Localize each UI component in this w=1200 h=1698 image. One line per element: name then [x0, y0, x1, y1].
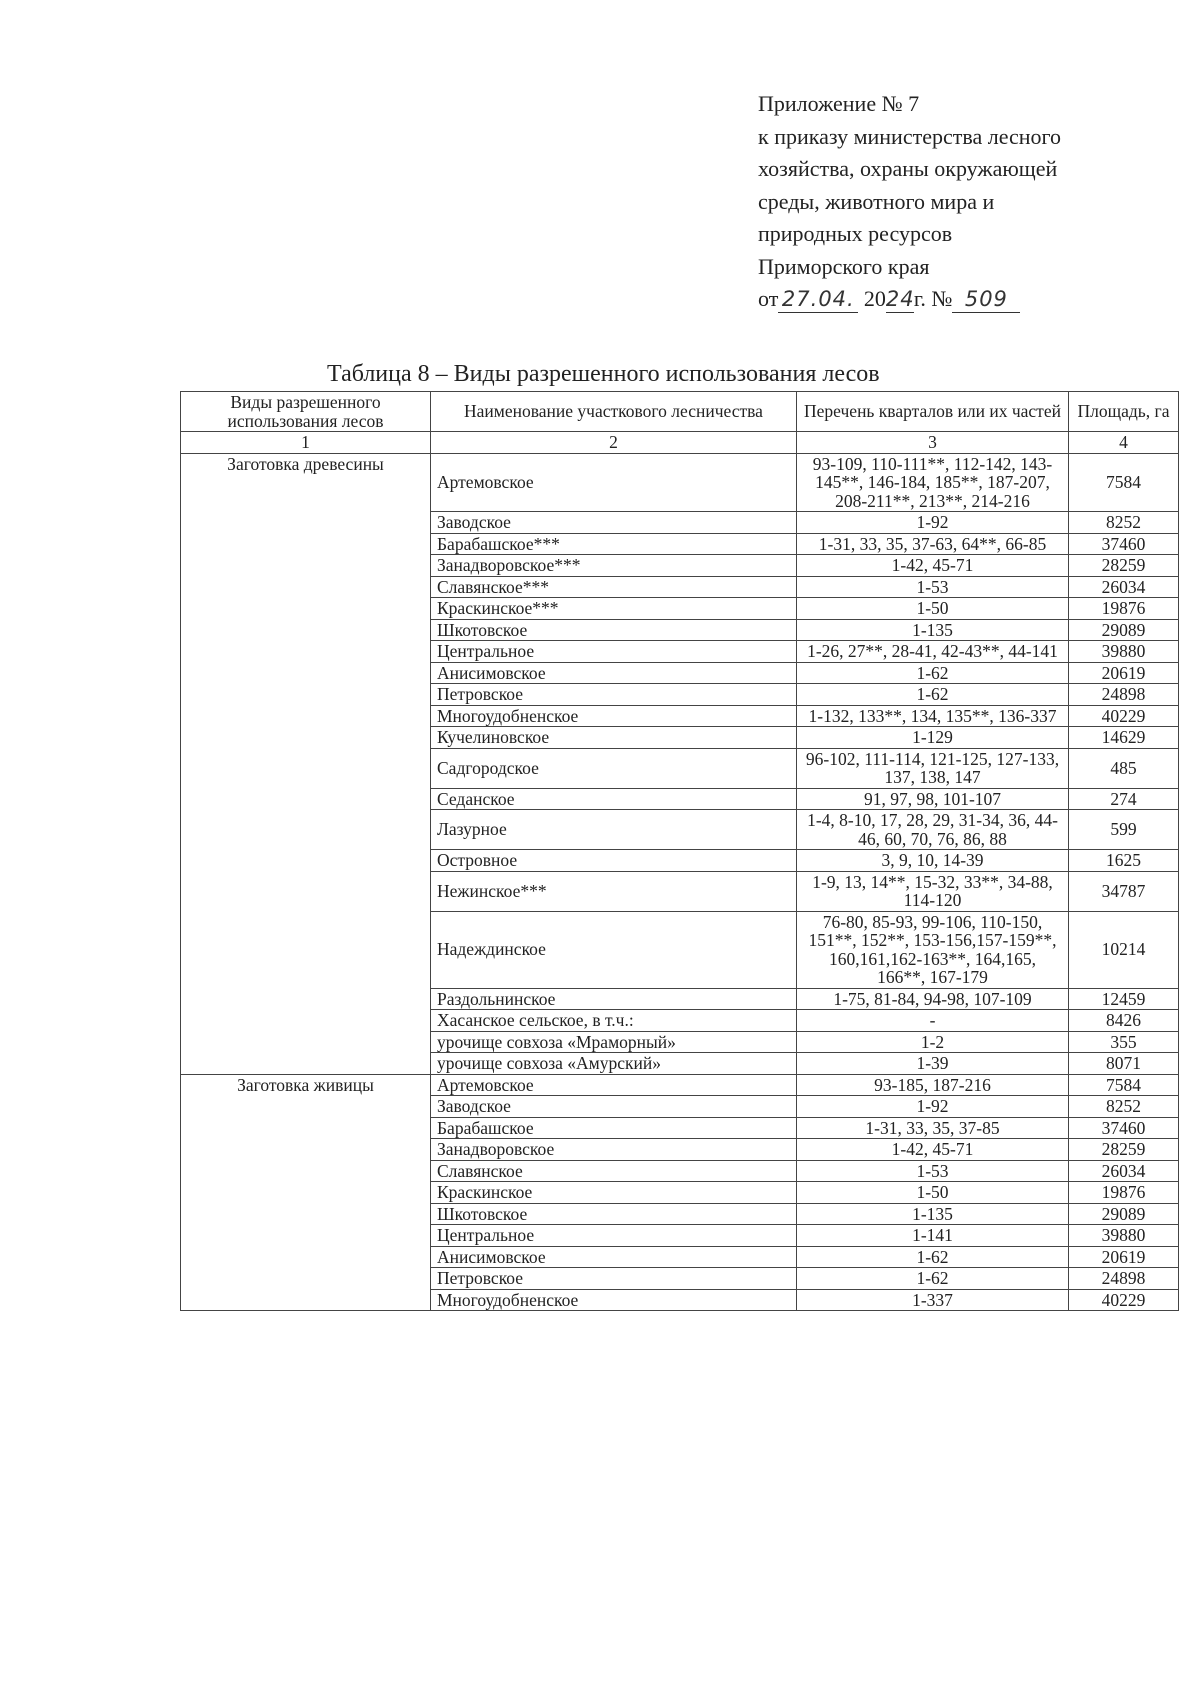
forestry-cell: Барабашское	[431, 1117, 797, 1139]
forestry-cell: Занадворовское***	[431, 555, 797, 577]
column-header: Наименование участкового лесничества	[431, 392, 797, 432]
forestry-cell: Кучелиновское	[431, 727, 797, 749]
quarters-cell: 1-4, 8-10, 17, 28, 29, 31-34, 36, 44-46, 60, 70, 76, 86, 88	[797, 810, 1069, 850]
quarters-cell: 93-109, 110-111**, 112-142, 143-145**, 146-184, 185**, 187-207, 208-211**, 213**, 214-216	[797, 453, 1069, 512]
forestry-cell: Артемовское	[431, 453, 797, 512]
area-cell: 29089	[1069, 1203, 1179, 1225]
table-body	[181, 453, 1179, 1311]
area-cell: 37460	[1069, 1117, 1179, 1139]
quarters-cell: 1-39	[797, 1053, 1069, 1075]
forestry-cell: Раздольнинское	[431, 988, 797, 1010]
quarters-cell: 1-62	[797, 1268, 1069, 1290]
area-cell: 12459	[1069, 988, 1179, 1010]
quarters-cell: 1-92	[797, 512, 1069, 534]
quarters-cell: 3, 9, 10, 14-39	[797, 850, 1069, 872]
column-number: 4	[1069, 432, 1179, 454]
header-line: к приказу министерства лесного	[758, 123, 1062, 149]
appendix-header	[758, 88, 1178, 316]
area-cell: 485	[1069, 748, 1179, 788]
quarters-cell: 1-337	[797, 1289, 1069, 1311]
area-cell: 28259	[1069, 555, 1179, 577]
table-header-row	[181, 392, 1179, 432]
forestry-cell: Садгородское	[431, 748, 797, 788]
column-number: 1	[181, 432, 431, 454]
quarters-cell: 1-92	[797, 1096, 1069, 1118]
quarters-cell: -	[797, 1010, 1069, 1032]
area-cell: 39880	[1069, 641, 1179, 663]
forestry-cell: Славянское***	[431, 576, 797, 598]
handwritten-order-number: 509	[964, 287, 1008, 311]
forestry-cell: Краскинское	[431, 1182, 797, 1204]
header-line: среды, животного мира и	[758, 188, 995, 214]
forestry-cell: Славянское	[431, 1160, 797, 1182]
forestry-cell: Центральное	[431, 1225, 797, 1247]
forestry-cell: Шкотовское	[431, 1203, 797, 1225]
area-cell: 14629	[1069, 727, 1179, 749]
forestry-cell: Анисимовское	[431, 1246, 797, 1268]
area-cell: 8252	[1069, 512, 1179, 534]
area-cell: 40229	[1069, 705, 1179, 727]
quarters-cell: 1-53	[797, 1160, 1069, 1182]
forest-use-table	[180, 391, 1179, 1311]
area-cell: 599	[1069, 810, 1179, 850]
area-cell: 20619	[1069, 1246, 1179, 1268]
quarters-cell: 96-102, 111-114, 121-125, 127-133, 137, 138, 147	[797, 748, 1069, 788]
forestry-cell: Заводское	[431, 512, 797, 534]
forestry-cell: Многоудобненское	[431, 1289, 797, 1311]
forestry-cell: Барабашское***	[431, 533, 797, 555]
quarters-cell: 1-31, 33, 35, 37-85	[797, 1117, 1069, 1139]
area-cell: 7584	[1069, 453, 1179, 512]
area-cell: 26034	[1069, 1160, 1179, 1182]
forestry-cell: урочище совхоза «Амурский»	[431, 1053, 797, 1075]
area-cell: 19876	[1069, 1182, 1179, 1204]
quarters-cell: 1-50	[797, 1182, 1069, 1204]
forestry-cell: Занадворовское	[431, 1139, 797, 1161]
quarters-cell: 1-129	[797, 727, 1069, 749]
quarters-cell: 1-141	[797, 1225, 1069, 1247]
column-header: Виды разрешенного использования лесов	[181, 392, 431, 432]
area-cell: 8426	[1069, 1010, 1179, 1032]
table-row	[181, 453, 1179, 512]
quarters-cell: 1-53	[797, 576, 1069, 598]
quarters-cell: 1-31, 33, 35, 37-63, 64**, 66-85	[797, 533, 1069, 555]
header-line: природных ресурсов	[758, 221, 953, 246]
forestry-cell: Артемовское	[431, 1074, 797, 1096]
quarters-cell: 1-135	[797, 619, 1069, 641]
forestry-cell: Петровское	[431, 684, 797, 706]
area-cell: 29089	[1069, 619, 1179, 641]
quarters-cell: 1-42, 45-71	[797, 1139, 1069, 1161]
forestry-cell: Заводское	[431, 1096, 797, 1118]
quarters-cell: 1-62	[797, 662, 1069, 684]
forestry-cell: Лазурное	[431, 810, 797, 850]
quarters-cell: 1-26, 27**, 28-41, 42-43**, 44-141	[797, 641, 1069, 663]
area-cell: 24898	[1069, 684, 1179, 706]
area-cell: 274	[1069, 788, 1179, 810]
header-line: Приморского края	[758, 253, 930, 279]
header-line: хозяйства, охраны окружающей	[758, 156, 1058, 181]
column-number: 3	[797, 432, 1069, 454]
forestry-cell: Центральное	[431, 641, 797, 663]
forestry-cell: Островное	[431, 850, 797, 872]
area-cell: 40229	[1069, 1289, 1179, 1311]
quarters-cell: 91, 97, 98, 101-107	[797, 788, 1069, 810]
forestry-cell: Многоудобненское	[431, 705, 797, 727]
quarters-cell: 1-75, 81-84, 94-98, 107-109	[797, 988, 1069, 1010]
area-cell: 1625	[1069, 850, 1179, 872]
column-number-row	[181, 432, 1179, 454]
forestry-cell: Нежинское***	[431, 871, 797, 911]
quarters-cell: 93-185, 187-216	[797, 1074, 1069, 1096]
area-cell: 39880	[1069, 1225, 1179, 1247]
quarters-cell: 1-135	[797, 1203, 1069, 1225]
area-cell: 355	[1069, 1031, 1179, 1053]
forestry-cell: Хасанское сельское, в т.ч.:	[431, 1010, 797, 1032]
use-type-cell: Заготовка древесины	[181, 453, 431, 1074]
quarters-cell: 76-80, 85-93, 99-106, 110-150, 151**, 152**, 153-156,157-159**, 160,161,162-163**, 164,165, 166**, 167-179	[797, 911, 1069, 988]
quarters-cell: 1-132, 133**, 134, 135**, 136-337	[797, 705, 1069, 727]
area-cell: 28259	[1069, 1139, 1179, 1161]
quarters-cell: 1-2	[797, 1031, 1069, 1053]
forestry-cell: Надеждинское	[431, 911, 797, 988]
column-header: Перечень кварталов или их частей	[797, 392, 1069, 432]
forestry-cell: урочище совхоза «Мраморный»	[431, 1031, 797, 1053]
area-cell: 10214	[1069, 911, 1179, 988]
quarters-cell: 1-62	[797, 684, 1069, 706]
table-title: Таблица 8 – Виды разрешенного использования лесов	[327, 361, 880, 387]
forestry-cell: Седанское	[431, 788, 797, 810]
area-cell: 37460	[1069, 533, 1179, 555]
forestry-cell: Краскинское***	[431, 598, 797, 620]
header-line: Приложение № 7	[758, 91, 920, 116]
area-cell: 34787	[1069, 871, 1179, 911]
column-header: Площадь, га	[1069, 392, 1179, 432]
use-type-cell: Заготовка живицы	[181, 1074, 431, 1311]
area-cell: 20619	[1069, 662, 1179, 684]
table-row	[181, 1074, 1179, 1096]
area-cell: 7584	[1069, 1074, 1179, 1096]
forestry-cell: Шкотовское	[431, 619, 797, 641]
forestry-cell: Петровское	[431, 1268, 797, 1290]
area-cell: 8071	[1069, 1053, 1179, 1075]
area-cell: 26034	[1069, 576, 1179, 598]
area-cell: 8252	[1069, 1096, 1179, 1118]
quarters-cell: 1-9, 13, 14**, 15-32, 33**, 34-88, 114-120	[797, 871, 1069, 911]
column-number: 2	[431, 432, 797, 454]
handwritten-date: 27.04.	[781, 287, 855, 311]
quarters-cell: 1-62	[797, 1246, 1069, 1268]
area-cell: 24898	[1069, 1268, 1179, 1290]
quarters-cell: 1-42, 45-71	[797, 555, 1069, 577]
forestry-cell: Анисимовское	[431, 662, 797, 684]
area-cell: 19876	[1069, 598, 1179, 620]
handwritten-year: 24	[885, 287, 915, 311]
quarters-cell: 1-50	[797, 598, 1069, 620]
order-date-line: от 27.04. 2024г. № 509	[758, 283, 1178, 316]
